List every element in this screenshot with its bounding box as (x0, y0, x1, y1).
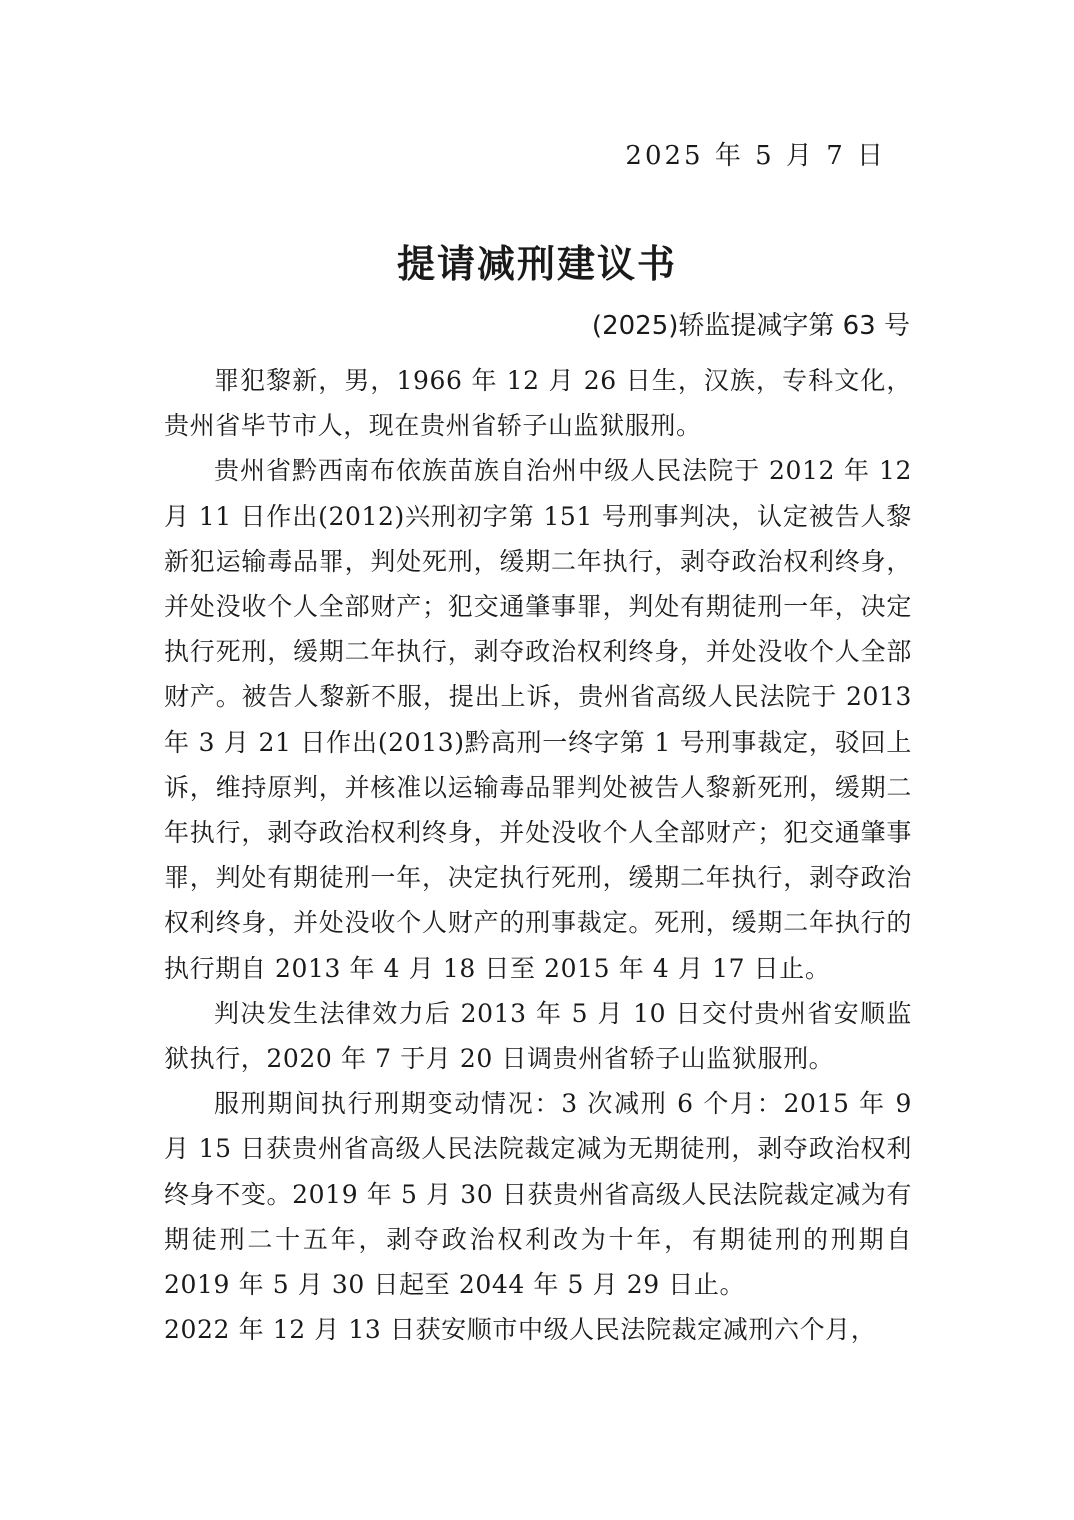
paragraph-prisoner-info: 罪犯黎新，男，1966 年 12 月 26 日生，汉族，专科文化，贵州省毕节市人，现在贵州省轿子山监狱服刑。 (164, 366, 912, 441)
document-number: (2025)轿监提减字第 63 号 (591, 311, 910, 341)
document-date: 2025 年 5 月 7 日 (625, 141, 886, 171)
paragraph-sentence-changes: 服刑期间执行刑期变动情况：3 次减刑 6 个月：2015 年 9 月 15 日获贵州省高级人民法院裁定减为无期徒刑，剥夺政治权利终身不变。2019 年 5 月 30 日获贵州省高级人民法院裁定减为有期徒刑二十五年，剥夺政治权利改为十年，有期徒刑的刑期自 2019 年 5 月 30 日起至 2044 年 5 月 29 日止。 (164, 1089, 912, 1300)
paragraph-prison-transfer: 判决发生法律效力后 2013 年 5 月 10 日交付贵州省安顺监狱执行，2020 年 7 于月 20 日调贵州省轿子山监狱服刑。 (164, 998, 912, 1074)
document-body (164, 358, 912, 1352)
paragraph-judgment-history: 贵州省黔西南布依族苗族自治州中级人民法院于 2012 年 12 月 11 日作出(2012)兴刑初字第 151 号刑事判决，认定被告人黎新犯运输毒品罪，判处死刑，缓期二年执行，剥夺政治权利终身，并处没收个人全部财产；犯交通肇事罪，判处有期徒刑一年，决定执行死刑，缓期二年执行，剥夺政治权利终身，并处没收个人全部财产。被告人黎新不服，提出上诉，贵州省高级人民法院于 2013 年 3 月 21 日作出(2013)黔高刑一终字第 1 号刑事裁定，驳回上诉，维持原判，并核准以运输毒品罪判处被告人黎新死刑，缓期二年执行，剥夺政治权利终身，并处没收个人全部财产；犯交通肇事罪，判处有期徒刑一年，决定执行死刑，缓期二年执行，剥夺政治权利终身，并处没收个人财产的刑事裁定。死刑，缓期二年执行的执行期自 2013 年 4 月 18 日至 2015 年 4 月 17 日止。 (164, 456, 912, 983)
paragraph-sentence-reduction-continued: 2022 年 12 月 13 日获安顺市中级人民法院裁定减刑六个月， (164, 1315, 877, 1345)
document-title: 提请减刑建议书 (396, 241, 677, 286)
